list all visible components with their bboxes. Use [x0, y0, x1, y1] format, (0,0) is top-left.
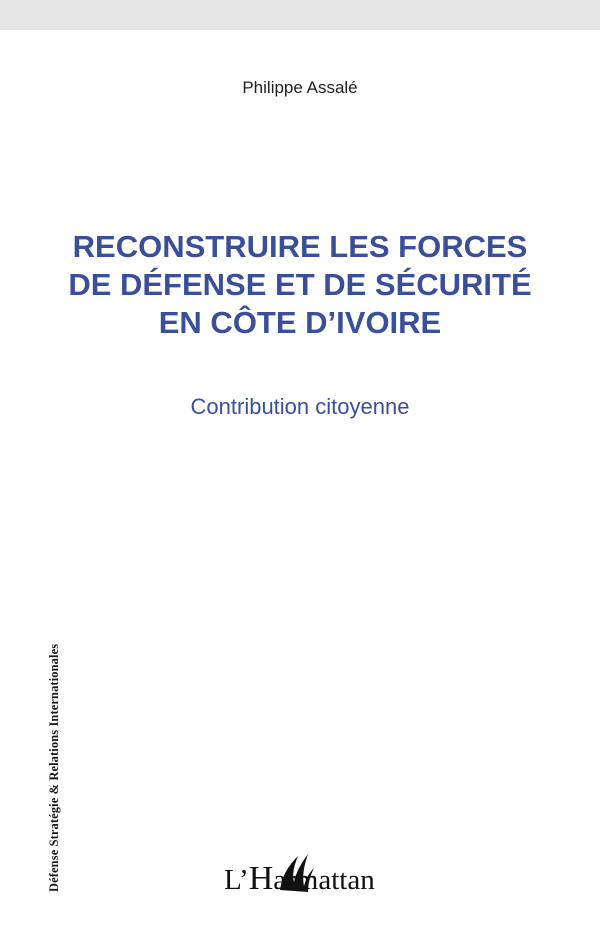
title-line-1: RECONSTRUIRE LES FORCES: [72, 229, 528, 264]
publisher-prefix: L’: [224, 864, 249, 896]
top-band: [0, 0, 600, 30]
publisher-name: [224, 860, 375, 898]
title-line-2: DE DÉFENSE ET DE SÉCURITÉ: [68, 267, 532, 302]
publisher-initial: H: [248, 860, 274, 897]
book-subtitle: Contribution citoyenne: [190, 394, 410, 419]
publisher-rest: armattan: [273, 864, 375, 896]
series-name: Défense Stratégie & Relations Internationales: [47, 643, 61, 892]
title-line-3: EN CÔTE D’IVOIRE: [158, 305, 442, 340]
book-title: [30, 228, 570, 342]
author-name: Philippe Assalé: [242, 78, 358, 97]
